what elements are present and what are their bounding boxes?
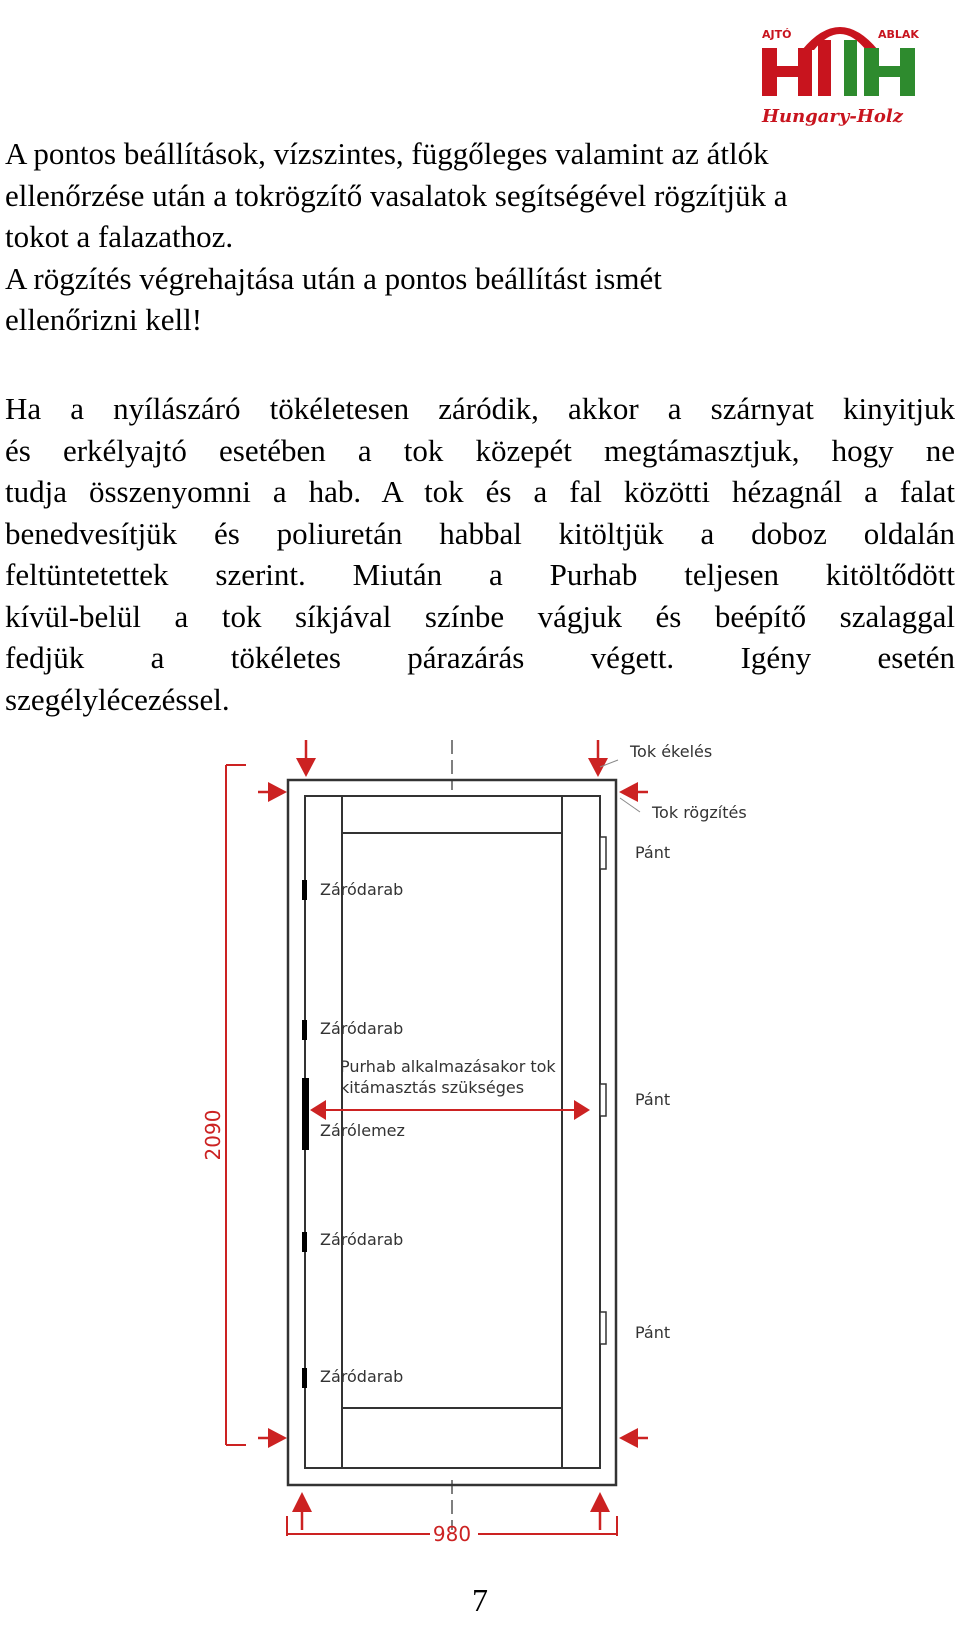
hinge-mark (600, 1084, 606, 1116)
label-pant: Pánt (635, 1323, 671, 1342)
label-purhab-line1: Purhab alkalmazásakor tok (340, 1057, 556, 1076)
door-installation-diagram (0, 740, 960, 1570)
paragraph-line: tudja összenyomni a hab. A tok és a fal közötti hézagnál a falat (5, 474, 955, 509)
paragraph-line: tokot a falazathoz. (5, 219, 234, 254)
paragraph-line: feltüntetettek szerint. Miután a Purhab teljesen kitöltődött (5, 557, 955, 592)
paragraph-line: A pontos beállítások, vízszintes, függőleges valamint az átlók (5, 136, 769, 171)
paragraph-line: ellenőrizni kell! (5, 302, 203, 337)
strike-plate-mark (302, 880, 307, 900)
logo-brand-text: Hungary-Holz (762, 106, 903, 127)
paragraph-line: szegélylécezéssel. (5, 681, 230, 717)
label-zarodarab: Záródarab (320, 1367, 404, 1386)
paragraph-line: fedjük a tökéletes párazárás végett. Igény esetén (5, 640, 955, 675)
label-purhab-line2: kitámasztás szükséges (340, 1078, 525, 1097)
strike-plate-mark (302, 1020, 307, 1040)
hinge-mark (600, 837, 606, 869)
width-dimension-label: 980 (432, 1522, 472, 1546)
height-dimension (226, 765, 246, 1445)
paragraph-foaming (5, 388, 955, 720)
paragraph-line: ellenőrzése után a tokrögzítő vasalatok segítségével rögzítjük a (5, 177, 788, 213)
hungary-holz-logo (760, 10, 955, 130)
lock-plate-mark (302, 1078, 309, 1150)
height-dimension-label: 2090 (201, 1109, 225, 1161)
page-number: 7 (472, 1582, 488, 1618)
label-pant: Pánt (635, 1090, 671, 1109)
paragraph-line: kívül-belül a tok síkjával színbe vágjuk és beépítő szalaggal (5, 598, 955, 634)
logo-text-ablak: ABLAK (878, 28, 919, 41)
label-pant: Pánt (635, 843, 671, 862)
paragraph-line: és erkélyajtó esetében a tok közepét megtámasztjuk, hogy ne (5, 432, 955, 468)
hinge-mark (600, 1312, 606, 1344)
label-zarolemez: Zárólemez (320, 1121, 405, 1140)
label-tok-ekeles: Tok ékelés (630, 742, 713, 761)
paragraph-line: Ha a nyílászáró tökéletesen záródik, akkor a szárnyat kinyitjuk (5, 391, 955, 426)
paragraph-fixing (5, 133, 955, 341)
paragraph-line: benedvesítjük és poliuretán habbal kitöltjük a doboz oldalán (5, 515, 955, 551)
paragraph-line: A rögzítés végrehajtása után a pontos beállítást ismét (5, 260, 662, 296)
label-zarodarab: Záródarab (320, 1019, 404, 1038)
strike-plate-mark (302, 1232, 307, 1252)
label-tok-rogzites: Tok rögzítés (652, 803, 747, 822)
wedging-arrows (258, 740, 648, 1530)
label-zarodarab: Záródarab (320, 1230, 404, 1249)
label-zarodarab: Záródarab (320, 880, 404, 899)
logo-text-ajto: AJTÓ (762, 28, 792, 41)
strike-plate-mark (302, 1368, 307, 1388)
